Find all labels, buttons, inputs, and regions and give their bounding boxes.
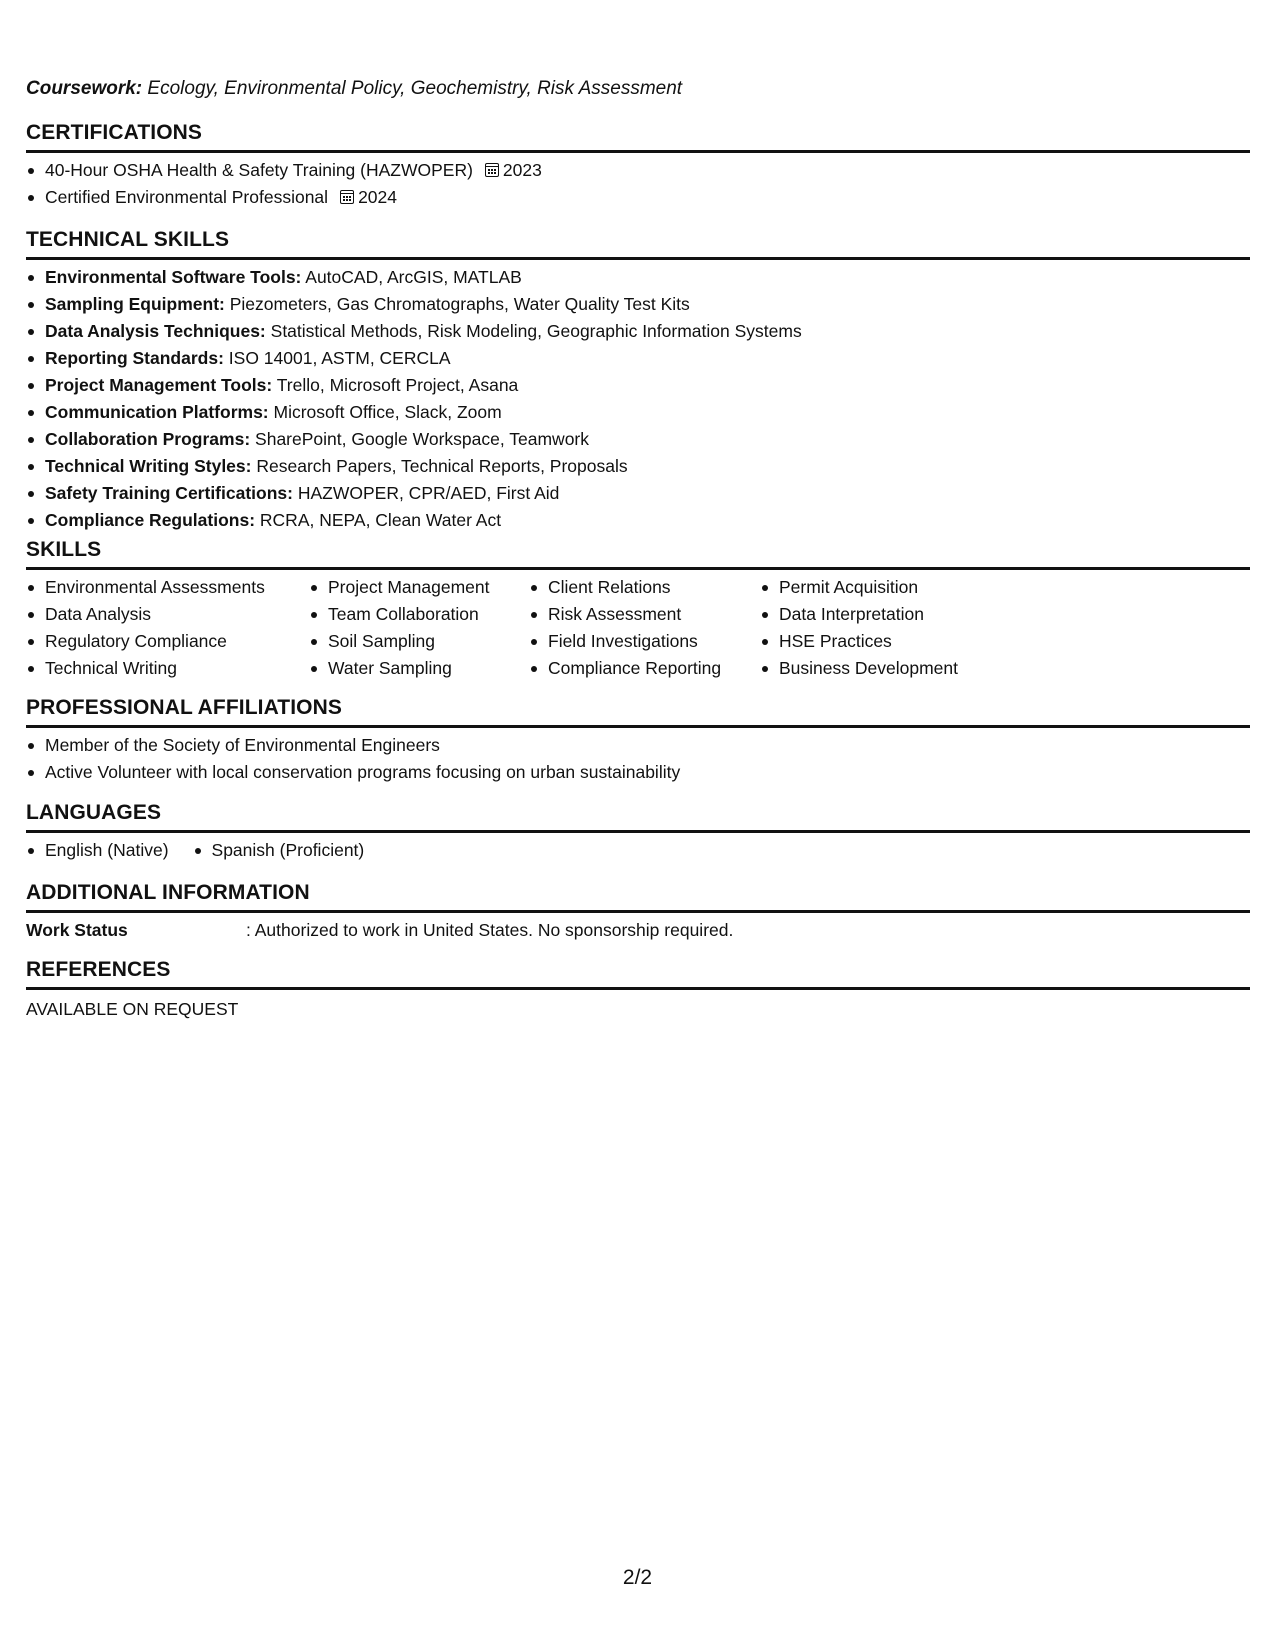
references-section	[26, 957, 1250, 1023]
technical-skill-item	[26, 291, 1250, 318]
technical-skill-item	[26, 345, 1250, 372]
skills-heading: SKILLS	[26, 537, 1250, 570]
affiliation-item: Active Volunteer with local conservation programs focusing on urban sustainability	[26, 759, 1250, 786]
certifications-section	[26, 120, 1250, 211]
certification-name: Certified Environmental Professional	[45, 187, 329, 207]
technical-skill-item	[26, 507, 1250, 534]
certifications-heading: CERTIFICATIONS	[26, 120, 1250, 153]
references-text: AVAILABLE ON REQUEST	[26, 999, 239, 1019]
additional-info-heading: ADDITIONAL INFORMATION	[26, 880, 1250, 913]
skill-item: Business Development	[760, 655, 990, 682]
technical-skill-value: ISO 14001, ASTM, CERCLA	[228, 348, 451, 368]
work-status-label: Work Status	[26, 920, 128, 940]
coursework-text: Ecology, Environmental Policy, Geochemistry, Risk Assessment	[147, 78, 683, 99]
skills-column	[26, 574, 309, 682]
affiliations-heading: PROFESSIONAL AFFILIATIONS	[26, 695, 1250, 728]
skill-item: Permit Acquisition	[760, 574, 990, 601]
technical-skill-label: Environmental Software Tools:	[45, 267, 302, 287]
skills-columns	[26, 574, 1250, 682]
technical-skill-item	[26, 399, 1250, 426]
technical-skill-label: Communication Platforms:	[45, 402, 269, 422]
page-number: 2/2	[622, 1566, 653, 1589]
work-status-value: : Authorized to work in United States. No sponsorship required.	[246, 920, 734, 940]
technical-skill-item	[26, 480, 1250, 507]
skills-column	[309, 574, 529, 682]
affiliation-item: Member of the Society of Environmental Engineers	[26, 732, 1250, 759]
technical-skill-item	[26, 264, 1250, 291]
technical-skill-value: Microsoft Office, Slack, Zoom	[273, 402, 502, 422]
technical-skill-item	[26, 453, 1250, 480]
skill-item: Data Analysis	[26, 601, 309, 628]
certification-year: 2023	[502, 160, 542, 180]
work-status-row	[26, 917, 1250, 944]
skill-item: Technical Writing	[26, 655, 309, 682]
skill-item: Risk Assessment	[529, 601, 760, 628]
certifications-list	[26, 157, 1250, 211]
languages-heading: LANGUAGES	[26, 800, 1250, 833]
certification-item	[26, 157, 1250, 184]
technical-skill-label: Compliance Regulations:	[45, 510, 256, 530]
technical-skill-value: SharePoint, Google Workspace, Teamwork	[255, 429, 590, 449]
technical-skill-item	[26, 372, 1250, 399]
certification-item	[26, 184, 1250, 211]
technical-skill-label: Reporting Standards:	[45, 348, 224, 368]
certification-name: 40-Hour OSHA Health & Safety Training (HAZWOPER)	[45, 160, 473, 180]
calendar-icon	[340, 190, 354, 204]
coursework-label: Coursework:	[26, 78, 143, 99]
skill-item: Team Collaboration	[309, 601, 529, 628]
references-heading: REFERENCES	[26, 957, 1250, 990]
technical-skill-label: Project Management Tools:	[45, 375, 273, 395]
language-item: English (Native)	[26, 837, 169, 864]
skill-item: Soil Sampling	[309, 628, 529, 655]
technical-skills-section	[26, 227, 1250, 534]
technical-skills-list	[26, 264, 1250, 534]
technical-skill-value: AutoCAD, ArcGIS, MATLAB	[305, 267, 522, 287]
skill-item: Compliance Reporting	[529, 655, 760, 682]
technical-skill-item	[26, 426, 1250, 453]
technical-skill-label: Safety Training Certifications:	[45, 483, 293, 503]
skill-item: HSE Practices	[760, 628, 990, 655]
skill-item: Project Management	[309, 574, 529, 601]
languages-list	[26, 837, 1250, 864]
languages-section	[26, 800, 1250, 864]
calendar-icon	[485, 163, 499, 177]
technical-skill-value: HAZWOPER, CPR/AED, First Aid	[297, 483, 560, 503]
certification-year: 2024	[358, 187, 397, 207]
technical-skills-heading: TECHNICAL SKILLS	[26, 227, 1250, 260]
skill-item: Client Relations	[529, 574, 760, 601]
skill-item: Field Investigations	[529, 628, 760, 655]
additional-info-section	[26, 880, 1250, 944]
technical-skill-value: Statistical Methods, Risk Modeling, Geographic Information Systems	[270, 321, 802, 341]
technical-skill-value: Research Papers, Technical Reports, Proposals	[256, 456, 628, 476]
skills-column	[760, 574, 990, 682]
affiliations-list	[26, 732, 1250, 786]
language-item: Spanish (Proficient)	[193, 837, 365, 864]
technical-skill-value: RCRA, NEPA, Clean Water Act	[259, 510, 502, 530]
skills-column	[529, 574, 760, 682]
skill-item: Water Sampling	[309, 655, 529, 682]
technical-skill-label: Sampling Equipment:	[45, 294, 225, 314]
skill-item: Data Interpretation	[760, 601, 990, 628]
technical-skill-value: Piezometers, Gas Chromatographs, Water Quality Test Kits	[229, 294, 690, 314]
technical-skill-value: Trello, Microsoft Project, Asana	[276, 375, 519, 395]
affiliations-section	[26, 695, 1250, 786]
coursework-line	[26, 78, 682, 100]
skill-item: Environmental Assessments	[26, 574, 309, 601]
technical-skill-label: Technical Writing Styles:	[45, 456, 252, 476]
technical-skill-label: Data Analysis Techniques:	[45, 321, 266, 341]
technical-skill-label: Collaboration Programs:	[45, 429, 251, 449]
skill-item: Regulatory Compliance	[26, 628, 309, 655]
technical-skill-item	[26, 318, 1250, 345]
skills-section	[26, 537, 1250, 682]
